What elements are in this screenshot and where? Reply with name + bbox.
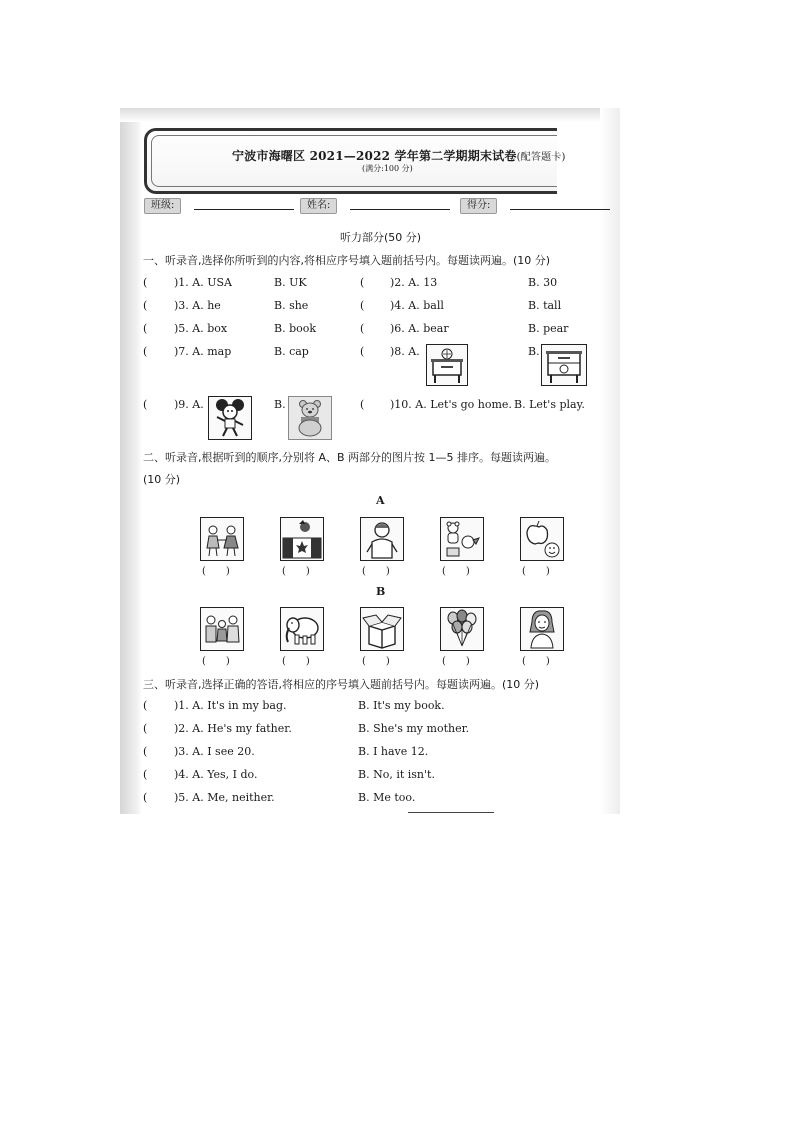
title-suffix: (配答题卡) [516, 152, 566, 163]
group-a-label: A [376, 494, 385, 507]
score-field[interactable] [510, 209, 610, 210]
children-dancing-icon [200, 517, 244, 561]
group-a-slot-4[interactable]: ( ) [442, 566, 470, 577]
group-a-slot-1[interactable]: ( ) [202, 566, 230, 577]
group-b-slot-2[interactable]: ( ) [282, 656, 310, 667]
scan-shadow-top [120, 108, 620, 122]
girl-icon [520, 607, 564, 651]
listening-heading: 听力部分(50 分) [340, 231, 422, 244]
canada-flag-icon [280, 517, 324, 561]
toys-icon [440, 517, 484, 561]
group-b-slot-4[interactable]: ( ) [442, 656, 470, 667]
part2-instruction-tail: (10 分) [143, 473, 181, 486]
group-a-slot-3[interactable]: ( ) [362, 566, 390, 577]
scan-shadow-left [120, 108, 142, 814]
group-a-slot-5[interactable]: ( ) [522, 566, 550, 577]
exam-title: 宁波市海曙区 2021—2022 学年第二学期期末试卷(配答题卡) [232, 149, 566, 163]
balloons-icon [440, 607, 484, 651]
part1-instruction: 一、听录音,选择你所听到的内容,将相应序号填入题前括号内。每题读两遍。(10 分) [143, 254, 551, 267]
group-b-slot-5[interactable]: ( ) [522, 656, 550, 667]
mickey-mouse-icon [208, 396, 252, 440]
group-b-slot-1[interactable]: ( ) [202, 656, 230, 667]
group-b-slot-3[interactable]: ( ) [362, 656, 390, 667]
score-label: 得分: [460, 198, 497, 214]
nightstand-ball-in-icon [541, 344, 587, 386]
part2-instruction: 二、听录音,根据听到的顺序,分别将 A、B 两部分的图片按 1—5 排序。每题读两遍。 [143, 451, 557, 464]
class-field[interactable] [194, 209, 294, 210]
student-info-row [144, 198, 614, 214]
group-b-label: B [376, 585, 386, 598]
part3-instruction: 三、听录音,选择正确的答语,将相应的序号填入题前括号内。每题读两遍。(10 分) [143, 678, 540, 691]
page-divider [408, 812, 494, 813]
full-score: (满分:100 分) [362, 164, 413, 173]
name-field[interactable] [350, 209, 450, 210]
family-icon [200, 607, 244, 651]
boy-icon [360, 517, 404, 561]
group-a-slot-2[interactable]: ( ) [282, 566, 310, 577]
winnie-pooh-icon [288, 396, 332, 440]
apple-smiley-icon [520, 517, 564, 561]
name-label: 姓名: [300, 198, 337, 214]
elephant-icon [280, 607, 324, 651]
open-box-icon [360, 607, 404, 651]
class-label: 班级: [144, 198, 181, 214]
nightstand-ball-on-icon [426, 344, 468, 386]
